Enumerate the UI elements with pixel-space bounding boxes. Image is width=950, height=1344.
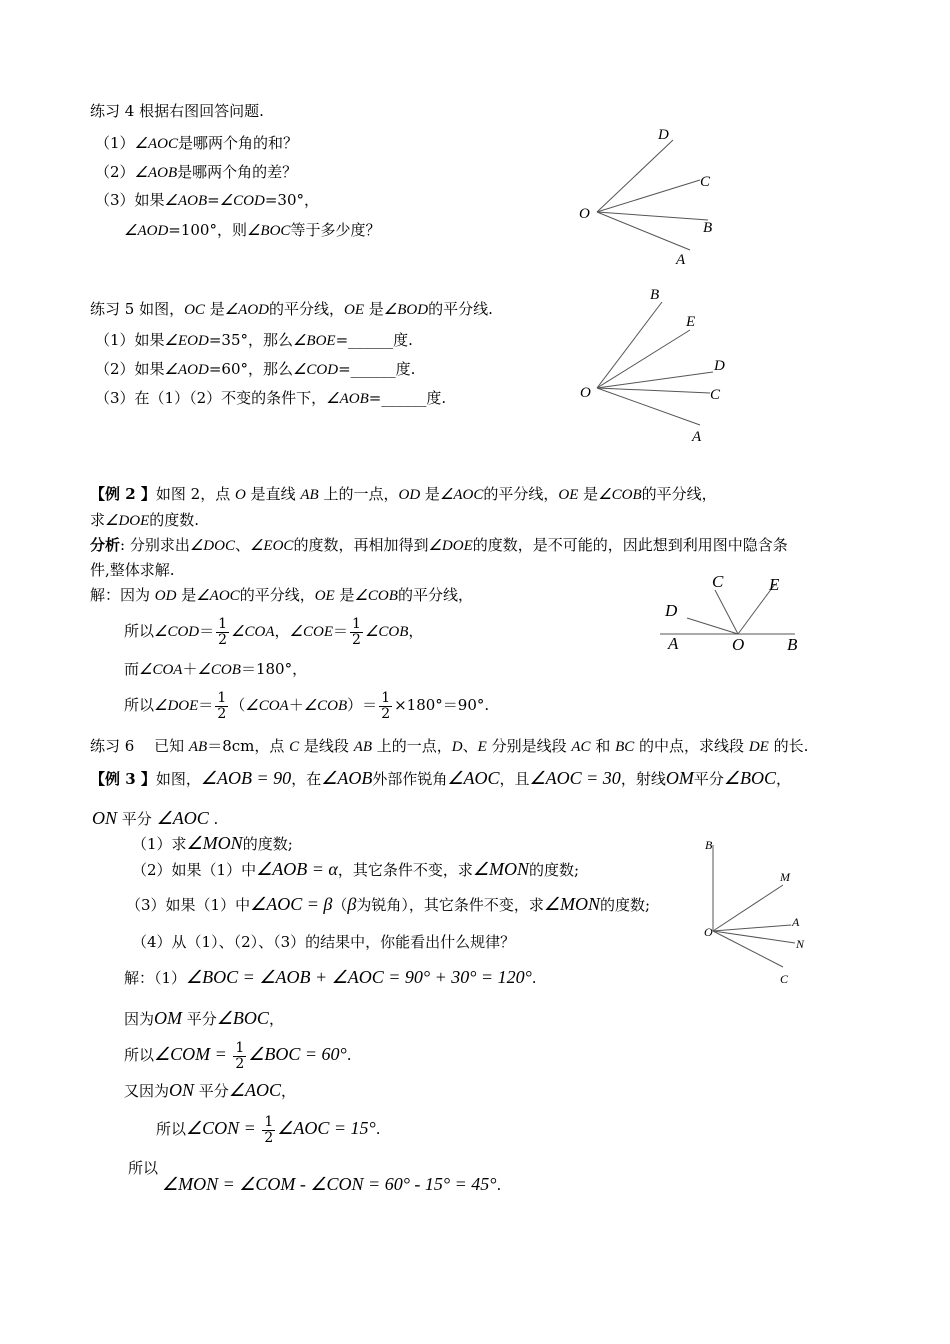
fraction-half: $\frac{1}{2}$ [381,689,391,722]
ex3-figure [695,835,825,995]
label-b: B [703,220,713,236]
label-d: D [665,601,678,620]
ex2-solution: 解：因为 OD 是∠AOC的平分线，OE 是∠COB的平分线， [90,586,473,604]
ex3-s2: 因为OM 平分∠BOC， [124,1008,284,1028]
p5-figure [570,280,740,450]
ex3-s1: 解：（1）∠BOC = ∠AOB + ∠AOC = 90° + 30° = 120°. [124,967,537,987]
p5-title: 练习 5 如图，OC 是∠AOD的平分线，OE 是∠BOD的平分线. [90,300,493,318]
p4-figure [570,120,730,270]
ex3-s4: 又因为ON 平分∠AOC， [124,1080,296,1100]
label-d: D [658,127,669,143]
fraction-half: $\frac{1}{2}$ [235,1039,245,1072]
ray-oa [713,925,791,931]
ex3-s5: 所以∠CON = $\frac{1}{2}$ ∠AOC = 15°. [156,1113,381,1146]
ray-oc [597,180,700,212]
ex3-s3: 所以∠COM = $\frac{1}{2}$ ∠BOC = 60°. [124,1039,352,1072]
label-a: A [792,915,800,929]
label-m: M [780,870,790,884]
label-a: A [668,634,679,653]
ray-ob [597,302,662,388]
ex3-q4: （4）从（1）、（2）、（3）的结果中，你能看出什么规律？ [132,933,516,951]
ray-oc [597,388,710,393]
ex3-s6-label: 所以 [128,1159,159,1177]
p6: 练习 6 已知 AB＝8cm，点 C 是线段 AB 上的一点，D、E 分别是线段 AC 和 BC 的中点，求线段 DE 的长. [90,737,809,755]
ex3-line1: 【例 3 】如图，∠AOB = 90，在∠AOB外部作锐角∠AOC，且∠AOC = 30，射线OM平分∠BOC， [90,768,791,788]
ray-om [713,885,783,931]
label-c: C [710,387,721,403]
p4-q3: （3）如果∠AOB=∠COD=30°， [95,191,320,209]
label-b: B [787,635,798,654]
ray-od [597,372,713,388]
ex3-q3: （3）如果（1）中∠AOC = β（β为锐角），其它条件不变，求∠MON的度数; [126,894,651,914]
label-e: E [686,314,696,330]
label-e: E [769,575,780,594]
ex2-step2: 而∠COA＋∠COB＝180°， [124,660,308,678]
fraction-half: $\frac{1}{2}$ [352,615,361,648]
ex3-line2: ON 平分 ∠AOC . [92,808,219,828]
ex3-q1: （1）求∠MON的度数; [132,833,293,853]
fraction-half: $\frac{1}{2}$ [218,615,228,648]
p4-q1: （1）∠AOC是哪两个角的和？ [95,134,299,152]
p5-q3: （3）在（1）（2）不变的条件下，∠AOB=______度. [95,389,447,407]
ray-od [597,140,673,212]
ex2-step1: 所以∠COD＝ $\frac{1}{2}$ ∠COA，∠COE＝ $\frac{1}{2}$ ∠COB， [124,615,424,648]
label-o: O [732,635,745,654]
fraction-half: $\frac{1}{2}$ [217,689,227,722]
label-c: C [780,972,789,986]
ex2-line2: 求∠DOE的度数. [90,511,200,529]
label-b: B [650,287,660,303]
ex2-step3: 所以∠DOE＝ $\frac{1}{2}$ （∠COA＋∠COB）＝ $\frac{1}{2}$ ×180°＝90°. [124,689,490,722]
label-o: O [579,206,590,222]
ex2-analysis-cont: 件,整体求解. [90,561,175,579]
ray-oa [597,388,700,425]
p4-title: 练习 4 根据右图回答问题. [90,102,264,120]
label-b: B [705,838,713,852]
label-c: C [712,572,724,591]
ex3-q2: （2）如果（1）中∠AOB = α，其它条件不变，求∠MON的度数; [132,859,580,879]
p4-q2: （2）∠AOB是哪两个角的差？ [95,163,298,181]
label-c: C [700,174,711,190]
ex2-line1: 【例 2 】如图 2，点 O 是直线 AB 上的一点，OD 是∠AOC的平分线，OE 是∠COB的平分线， [90,485,717,503]
p5-q1: （1）如果∠EOD=35°，那么∠BOE=______度. [95,331,413,349]
label-o: O [704,925,713,939]
ex2-analysis: 分析: 分别求出∠DOC、∠EOC的度数，再相加得到∠DOE的度数，是不可能的，因此想到利用图中隐含条 [90,536,788,554]
ray-oe [597,330,690,388]
label-a: A [676,252,686,268]
label-o: O [580,385,591,401]
label-n: N [796,937,805,951]
ex2-figure [655,570,815,654]
ex3-s6: ∠MON = ∠COM - ∠CON = 60° - 15° = 45°. [162,1174,502,1194]
fraction-half: $\frac{1}{2}$ [264,1113,274,1146]
p5-q2: （2）如果∠AOD=60°，那么∠COD=______度. [95,360,416,378]
p4-q3b: ∠AOD=100°，则∠BOC等于多少度？ [124,221,381,239]
label-d: D [714,358,725,374]
label-a: A [692,429,702,445]
